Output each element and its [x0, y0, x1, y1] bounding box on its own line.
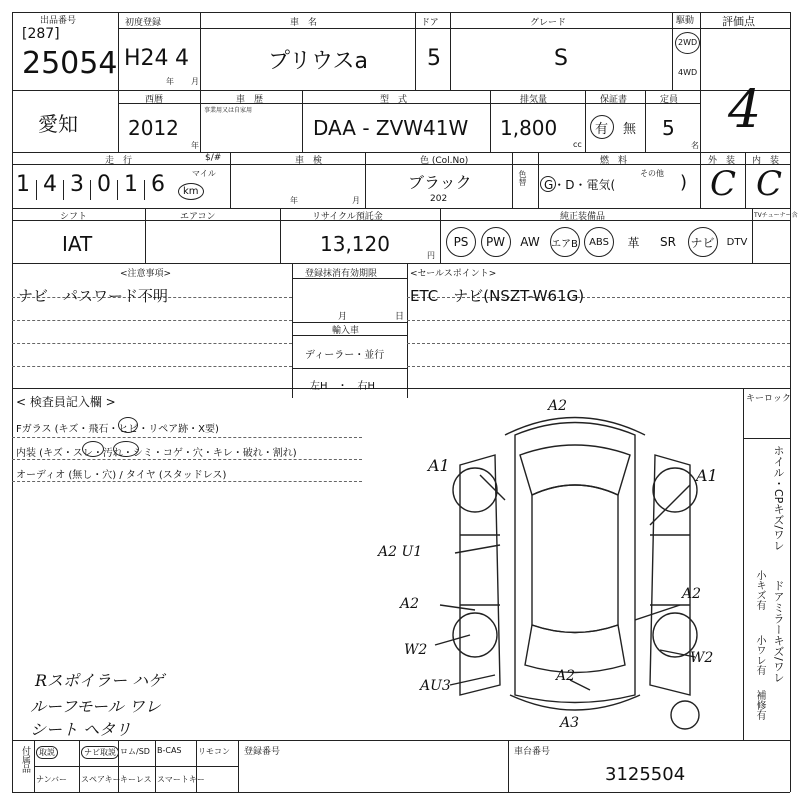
car-body-outline — [515, 423, 635, 703]
accessory-item: ナンバー — [36, 775, 68, 784]
car-name-label: 車 名 — [290, 18, 318, 28]
equipment-item — [720, 222, 754, 262]
import-label: 輸入車 — [332, 326, 360, 336]
era-year: H24 — [124, 46, 169, 71]
equipment-label: 革 — [627, 235, 640, 250]
exterior: C — [710, 164, 737, 204]
damage-mark-11: A3 — [560, 715, 580, 731]
reg-number-label: 登録番号 — [244, 747, 281, 757]
accessory-item: ロム/SD — [120, 747, 150, 756]
damage-mark-4: A2 U1 — [378, 544, 423, 560]
caution-label: <注意事項> — [120, 269, 172, 279]
chassis-label: 車台番号 — [514, 747, 551, 757]
vertical-sub-3: 補修有 — [754, 690, 765, 720]
equipment-label: ABS — [584, 227, 614, 257]
vertical-sub-2: 小ワレ有 — [754, 635, 765, 675]
lot-number: 25054 — [22, 46, 118, 81]
accessory-item: B-CAS — [157, 746, 182, 755]
car-diagram — [420, 395, 730, 735]
damage-mark-6: A2 — [682, 586, 702, 602]
chassis-number: 3125504 — [605, 764, 686, 785]
inspection-year: 年 — [290, 196, 298, 205]
accessory-item: スペアキー — [81, 775, 121, 784]
inspector-line-3: オーディオ (無し・穴) / タイヤ (スタッドレス) — [16, 470, 227, 481]
equipment-item — [582, 222, 616, 262]
equipment-label: 純正装備品 — [560, 212, 606, 222]
lot-label: 出品番号 — [40, 16, 77, 26]
accessory-item: ナビ取説 — [81, 746, 119, 759]
damage-mark-9: AU3 — [420, 678, 451, 694]
ac-label: エアコン — [180, 212, 216, 222]
fuel: G・D・電気( — [544, 178, 616, 192]
handle-option: 左H ・ 右H — [310, 381, 376, 392]
damage-mark-5: A2 — [400, 596, 420, 612]
accessory-item: スマートキー — [157, 775, 205, 784]
scratch-circle — [82, 441, 104, 457]
history-label: 車 歴 — [236, 95, 264, 105]
mileage-digit: 0 — [97, 172, 111, 197]
equipment-item — [513, 222, 547, 262]
key-lock-label: キーロック — [746, 394, 791, 404]
exterior-label: 外 装 — [708, 156, 736, 166]
dollar-label: $/# — [205, 153, 222, 163]
equipment-label: ナビ — [688, 227, 718, 257]
mileage-digit: 3 — [70, 172, 84, 197]
handwritten-3: シート ヘタリ — [30, 720, 132, 739]
wheel-vertical: ホイル・CPキズ/ワレ — [772, 445, 785, 552]
damage-mark-3: A1 — [696, 466, 718, 485]
grade-label: グレード — [530, 18, 567, 28]
drive-label: 駆動 — [676, 16, 695, 26]
model-label: 型 式 — [380, 95, 408, 105]
handwritten-1: Rスポイラー ハゲ — [35, 671, 165, 690]
reg-month: 4 — [175, 46, 189, 71]
equipment-item — [444, 222, 478, 262]
equipment-item — [617, 222, 651, 262]
recycle-label: リサイクル預託金 — [312, 212, 383, 222]
digit-separator — [144, 180, 145, 200]
shift: IAT — [62, 232, 93, 256]
equipment-label: エアB — [550, 227, 580, 257]
mileage-digit: 1 — [16, 172, 30, 197]
digit-separator — [63, 180, 64, 200]
grade: S — [554, 46, 568, 71]
mileage-digit: 6 — [151, 172, 165, 197]
km-label: km — [183, 186, 199, 197]
capacity-suffix: 名 — [691, 141, 699, 150]
damage-mark-1: A2 — [548, 398, 568, 414]
year-western: 2012 — [128, 116, 179, 140]
equipment-label: PS — [446, 227, 476, 257]
dirt-circle — [113, 441, 139, 457]
yen-suffix: 円 — [427, 251, 435, 260]
recycle: 13,120 — [320, 232, 390, 256]
selling-text: ETC ナビ(NSZT-W61G) — [410, 287, 585, 305]
year-suffix-2: 年 — [191, 141, 199, 150]
chip-circle — [118, 417, 138, 433]
drive-4wd: 4WD — [678, 68, 698, 77]
rear-window — [525, 625, 625, 673]
digit-separator — [117, 180, 118, 200]
equipment-item — [651, 222, 685, 262]
front-bumper — [505, 418, 645, 436]
capacity-label: 定員 — [660, 95, 679, 105]
dealer-option: ディーラー・並行 — [305, 350, 385, 361]
equipment-label: SR — [660, 235, 676, 249]
expiry-day: 日 — [395, 312, 405, 322]
fuel-close: ) — [680, 172, 688, 193]
mirror-vertical: ドアミラーキズ/ワレ — [772, 580, 785, 683]
mileage-digit: 1 — [124, 172, 138, 197]
doors: 5 — [427, 46, 441, 71]
left-side — [460, 455, 500, 695]
color-label: 色 (Col.No) — [420, 156, 469, 166]
score: 4 — [728, 80, 762, 140]
year-suffix: 年 — [166, 77, 174, 86]
reg-expiry-label: 登録抹消有効期限 — [305, 269, 378, 279]
accessory-item: リモコン — [198, 747, 230, 756]
drive-2wd: 2WD — [678, 38, 698, 47]
cc-suffix: cc — [573, 140, 582, 149]
mile-label: マイル — [192, 169, 216, 178]
first-reg-label: 初度登録 — [125, 18, 162, 28]
equipment-item — [548, 222, 582, 262]
accessories-label: 付属品 — [20, 746, 30, 773]
warranty-yes: 有 — [595, 122, 609, 137]
color: ブラック — [408, 173, 472, 192]
windshield — [520, 445, 630, 495]
shift-label: シフト — [60, 212, 88, 222]
warranty-label: 保証書 — [600, 95, 628, 105]
caution-text: ナビ パスワード不明 — [18, 287, 169, 305]
equipment-label: AW — [520, 235, 540, 249]
digit-separator — [36, 180, 37, 200]
interior: C — [756, 164, 783, 204]
displacement-label: 排気量 — [520, 95, 548, 105]
displacement: 1,800 — [500, 116, 558, 140]
inspection-month: 月 — [352, 196, 360, 205]
mileage-label: 走 行 — [105, 156, 133, 166]
history-sub: 事業用又は自家用 — [204, 107, 253, 114]
doors-label: ドア — [421, 18, 439, 28]
model: DAA - ZVW41W — [313, 116, 469, 140]
warranty-no: 無 — [623, 122, 637, 137]
expiry-month: 月 — [338, 312, 348, 322]
equipment-item — [479, 222, 513, 262]
car-roof — [532, 485, 618, 633]
color-code: 202 — [430, 194, 448, 204]
damage-mark-2: A1 — [428, 456, 450, 475]
vertical-sub-1: 小キズ有 — [754, 570, 765, 610]
month-suffix: 月 — [191, 77, 199, 86]
damage-mark-10: A2 — [556, 668, 576, 684]
selling-label: <セールスポイント> — [410, 269, 497, 279]
score-label: 評価点 — [722, 15, 755, 28]
fuel-other: その他 — [640, 169, 664, 178]
accessory-item: キーレス — [120, 775, 152, 784]
mileage-digit: 4 — [43, 172, 57, 197]
inspector-line-1: Fガラス (キズ・飛石・ヒビ・リペア跡・X要) — [16, 424, 219, 435]
damage-mark-7: W2 — [404, 642, 428, 658]
inspection-label: 車 検 — [295, 156, 323, 166]
inspector-title: < 検査員記入欄 > — [16, 395, 116, 409]
accessory-item: 取説 — [36, 746, 58, 759]
interior-label: 内 装 — [752, 156, 780, 166]
damage-mark-8: W2 — [690, 650, 714, 666]
capacity: 5 — [662, 116, 675, 140]
handwritten-2: ルーフモール ワレ — [30, 697, 161, 716]
equipment-item — [686, 222, 720, 262]
region: 愛知 — [38, 112, 78, 136]
equipment-label: PW — [481, 227, 511, 257]
digit-separator — [90, 180, 91, 200]
equipment-label: DTV — [726, 236, 748, 248]
inspector-line-2: 内装 (キズ・スレ・汚れ・シミ・コゲ・穴・キレ・破れ・割れ) — [16, 448, 297, 459]
lot-bracket: [287] — [22, 26, 60, 42]
western-label: 西暦 — [145, 95, 164, 105]
color-change-label: 色替 — [518, 170, 527, 186]
spare-wheel — [671, 701, 699, 729]
tuner-label: TVチューナー含 — [754, 212, 798, 219]
fuel-label: 燃 料 — [600, 156, 628, 166]
car-name: プリウスa — [268, 49, 368, 74]
